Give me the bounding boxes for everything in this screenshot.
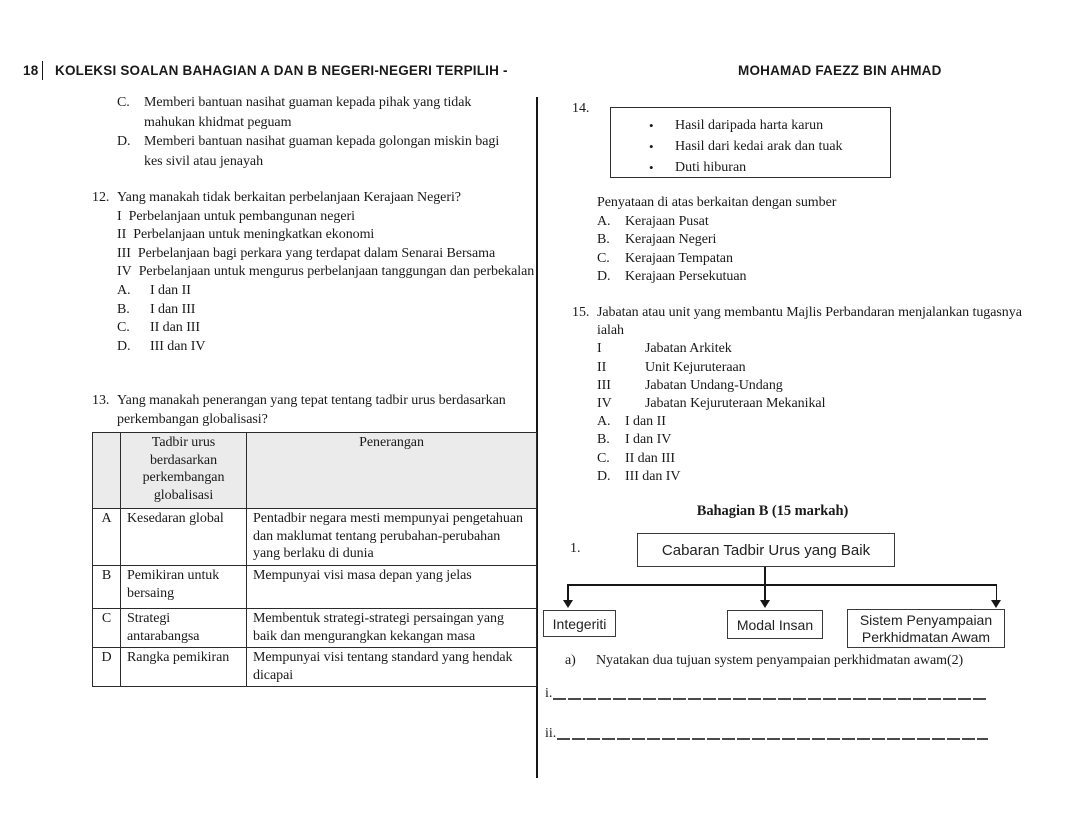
row-term: Rangka pemikiran [121,648,247,687]
carryover-options [117,93,519,171]
header-divider [42,61,43,80]
statement-row [597,340,1032,358]
answer-label: ii. [545,726,557,741]
question-15-body [597,340,1032,486]
option-row [597,250,1002,269]
page-number: 18 [23,63,39,78]
question-number: 15. [572,305,590,320]
option-text: I dan III [150,301,196,317]
flowchart-child-box: Sistem Penyampaian Perkhidmatan Awam [847,609,1005,648]
flowchart-root-box: Cabaran Tadbir Urus yang Baik [637,533,895,567]
question-13 [92,392,537,687]
question-14-number: 14. [572,101,590,116]
statement-row [597,377,1032,395]
connector-line [996,584,998,601]
option-text: II dan III [625,450,676,466]
option-text: I dan IV [625,432,672,448]
option-row [597,450,1032,468]
option-label: D. [597,468,611,484]
option-text: Kerajaan Negeri [625,232,717,248]
option-label: C. [597,250,610,266]
statement-text: Perbelanjaan bagi perkara yang terdapat dalam Senarai Bersama [137,245,496,261]
statement-numeral: I [597,341,602,357]
row-desc: Mempunyai visi tentang standard yang hendak dicapai [247,648,537,687]
statement-text: Jabatan Undang-Undang [645,377,783,393]
bullet-icon: • [649,160,654,175]
table-row [93,608,537,647]
bullet-text: Duti hiburan [675,160,747,175]
section-b-item-number: 1. [570,541,581,556]
question-15 [572,304,1032,486]
arrow-down-icon [991,600,1001,608]
option-label: A. [597,213,611,229]
statement-numeral: II [117,227,127,243]
statement-row [597,359,1032,377]
option-row [117,282,537,301]
row-term: Pemikiran untuk bersaing [121,565,247,608]
option-text: Memberi bantuan nasihat guaman kepada pihak yang tidak mahukan khidmat peguam [144,95,472,130]
option-row [597,213,1002,232]
answer-line [545,726,988,742]
table-row [93,509,537,566]
sub-question-a [565,652,1010,671]
option-label: A. [597,414,611,430]
table-desc-header: Penerangan [247,433,537,509]
option-row [597,413,1032,431]
connector-line [567,584,569,601]
bullet-item [649,157,890,178]
option-label: A. [117,282,131,298]
table-header-row [93,433,537,509]
question-15-stem [572,304,1032,340]
statement-text: Unit Kejuruteraan [645,359,746,375]
option-label: C. [117,95,130,110]
question-text: Yang manakah penerangan yang tepat tentang tadbir urus berdasarkan perkembangan globalisasi? [117,393,506,427]
row-key: A [93,509,121,566]
option-label: D. [117,338,131,354]
question-text: Yang manakah tidak berkaitan perbelanjaan Kerajaan Negeri? [117,190,461,205]
bullet-text: Hasil daripada harta karun [675,118,824,133]
governance-flowchart [540,530,1010,655]
arrow-down-icon [760,600,770,608]
option-text: Kerajaan Persekutuan [625,269,747,285]
connector-line [764,567,766,585]
option-label: D. [597,269,611,285]
option-label: B. [597,432,610,448]
statement-text: Perbelanjaan untuk mengurus perbelanjaan tanggungan dan perbekalan [138,264,535,280]
statement-text: Jabatan Arkitek [645,341,732,357]
connector-line [567,584,997,586]
option-row [597,268,1002,287]
author-name: MOHAMAD FAEZZ BIN AHMAD [738,63,942,78]
option-text: Kerajaan Pusat [625,213,709,229]
bullet-text: Hasil dari kedai arak dan tuak [675,139,843,154]
question-12-stem [92,189,537,208]
statement-numeral: III [117,245,131,261]
option-row [597,431,1032,449]
option-text: II dan III [150,320,201,336]
answer-label: i. [545,686,553,701]
table-corner-cell [93,433,121,509]
question-number: 12. [92,190,110,205]
option-label: B. [117,301,130,317]
question-14-options [597,213,1002,287]
statement-row [117,208,537,227]
option-row [597,468,1032,486]
row-desc: Membentuk strategi-strategi persaingan yang baik dan mengurangkan kekangan masa [247,608,537,647]
question-12-body [117,208,537,357]
table-term-header: Tadbir urus berdasarkan perkembangan globalisasi [121,433,247,509]
question-13-stem [92,392,537,429]
row-desc: Mempunyai visi masa depan yang jelas [247,565,537,608]
option-label: C. [597,450,610,466]
q14-stimulus-box [610,107,891,178]
row-key: D [93,648,121,687]
option-row [117,93,519,132]
statement-numeral: I [117,208,122,224]
option-text: III dan IV [625,468,681,484]
row-key: C [93,608,121,647]
option-text: III dan IV [150,338,206,354]
statement-numeral: III [597,377,611,393]
sub-question-text: Nyatakan dua tujuan system penyampaian perkhidmatan awam(2) [596,653,964,668]
option-label: C. [117,320,130,336]
option-text: I dan II [625,414,666,430]
flowchart-child-box: Modal Insan [727,610,823,639]
section-b-heading: Bahagian B (15 markah) [696,503,849,519]
statement-text: Perbelanjaan untuk meningkatkan ekonomi [133,227,375,243]
option-label: D. [117,134,131,149]
statement-row [117,226,537,245]
option-row [117,301,537,320]
table-row [93,565,537,608]
answer-blank-line [553,698,988,700]
option-row [597,231,1002,250]
row-desc: Pentadbir negara mesti mempunyai pengetahuan dan maklumat tentang perubahan-perubahan yang berlaku di dunia [247,509,537,566]
answer-blank-line [557,738,988,740]
question-14-body [572,194,1002,287]
bullet-icon: • [649,139,654,154]
arrow-down-icon [563,600,573,608]
q13-table [92,432,537,687]
page-header [23,63,1080,83]
sub-question-label: a) [565,653,576,668]
document-title: KOLEKSI SOALAN BAHAGIAN A DAN B NEGERI-NEGERI TERPILIH - [55,63,508,78]
question-12 [92,189,537,356]
question-text: Jabatan atau unit yang membantu Majlis Perbandaran menjalankan tugasnya ialah [597,305,1022,339]
option-row [117,319,537,338]
bullet-icon: • [649,118,654,133]
option-label: B. [597,232,610,248]
option-text: Memberi bantuan nasihat guaman kepada golongan miskin bagi kes sivil atau jenayah [144,134,500,169]
statement-text: Perbelanjaan untuk pembangunan negeri [128,208,355,224]
statement-numeral: IV [597,396,612,412]
row-key: B [93,565,121,608]
statement-row [117,245,537,264]
statement-row [597,395,1032,413]
option-row [117,338,537,357]
statement-numeral: IV [117,264,132,280]
question-lead: Penyataan di atas berkaitan dengan sumber [597,195,837,210]
bullet-item [649,136,890,157]
option-text: Kerajaan Tempatan [625,250,733,266]
statement-numeral: II [597,359,607,375]
option-row [117,132,519,171]
row-term: Strategi antarabangsa [121,608,247,647]
connector-line [764,584,766,601]
statement-text: Jabatan Kejuruteraan Mekanikal [645,396,826,412]
flowchart-child-box: Integeriti [543,610,616,637]
answer-line [545,686,988,702]
option-text: I dan II [150,282,191,298]
table-row [93,648,537,687]
bullet-item [649,115,890,136]
statement-row [117,263,537,282]
question-number: 13. [92,393,110,408]
row-term: Kesedaran global [121,509,247,566]
